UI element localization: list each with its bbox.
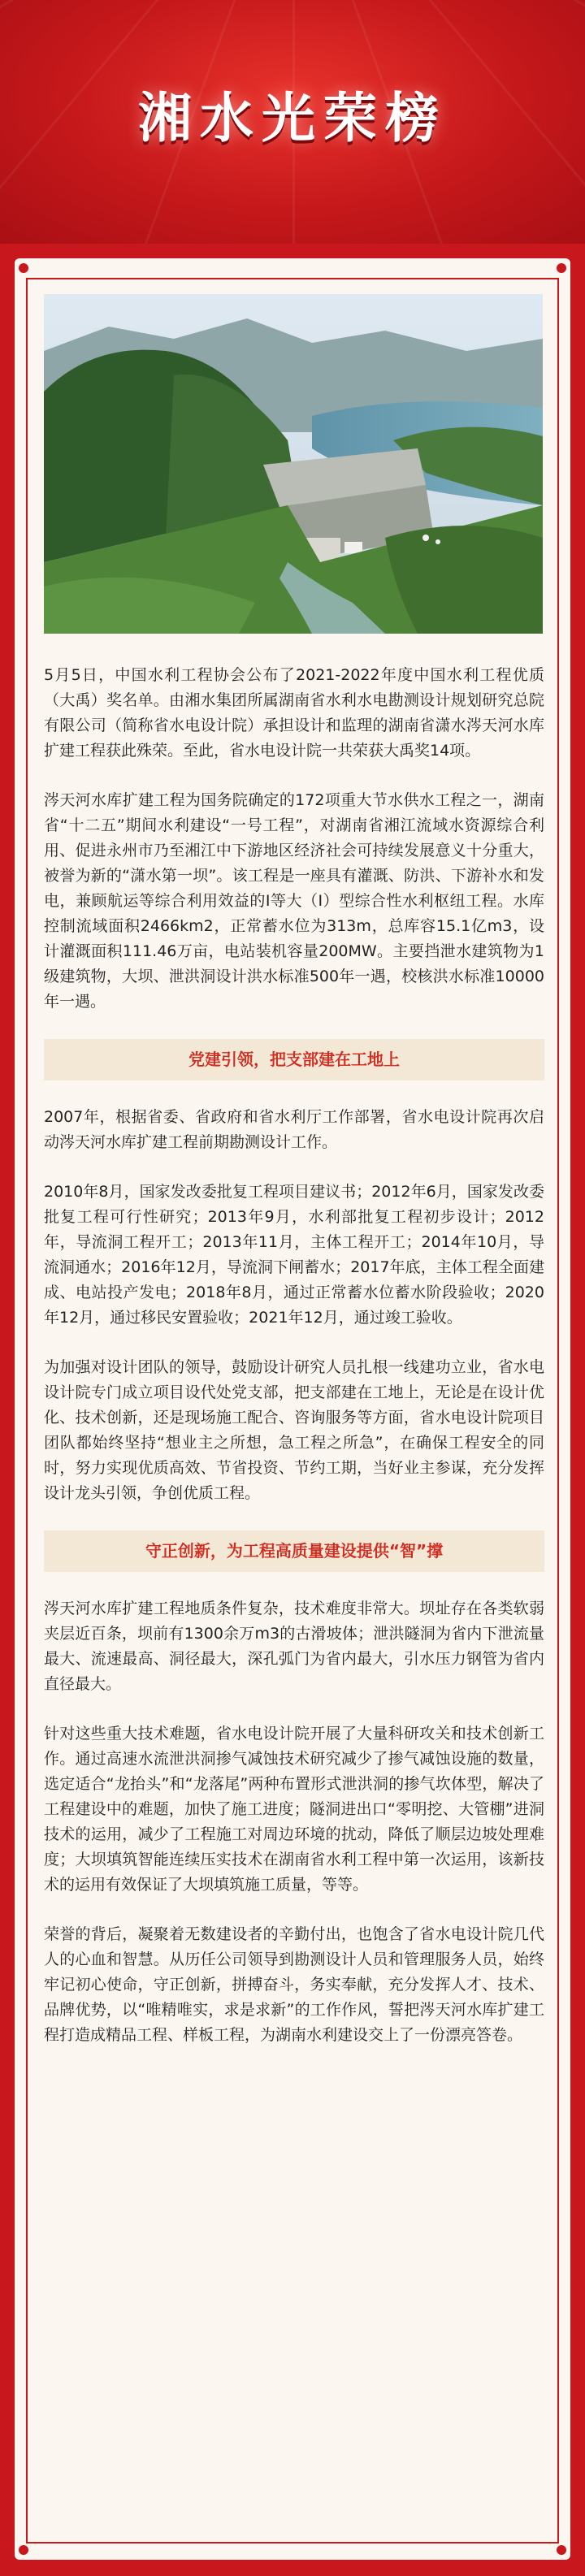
corner-dot-icon (19, 263, 28, 273)
article-card (15, 258, 570, 2560)
corner-dot-icon (19, 2545, 28, 2555)
corner-dot-icon (557, 2545, 566, 2555)
corner-dot-icon (557, 263, 566, 273)
paragraph: 涔天河水库扩建工程地质条件复杂，技术难度非常大。坝址存在各类软弱夹层近百条，坝前有1300余万m3的古滑坡体；泄洪隧洞为省内下泄流量最大、流速最高、洞径最大，深孔弧门为省内最大，引水压力钢管为省内直径最大。 (44, 1600, 544, 1693)
article-body (44, 663, 544, 2072)
paragraph: 2007年，根据省委、省政府和省水利厅工作部署，省水电设计院再次启动涔天河水库扩建工程前期勘测设计工作。 (44, 1108, 544, 1151)
banner-title: 湘水光荣榜 (138, 87, 447, 149)
paragraph: 5月5日，中国水利工程协会公布了2021-2022年度中国水利工程优质（大禹）奖名单。由湘水集团所属湖南省水利水电勘测设计规划研究总院有限公司（简称省水电设计院）承担设计和监理的湖南省潇水涔天河水库扩建工程获此殊荣。至此，省水电设计院一共荣获大禹奖14项。 (44, 666, 544, 760)
paragraph: 涔天河水库扩建工程为国务院确定的172项重大节水供水工程之一，湖南省“十二五”期间水利建设“一号工程”，对湖南省湘江流域水资源综合利用、促进永州市乃至湘江中下游地区经济社会可持续发展意义十分重大，被誉为新的“潇水第一坝”。该工程是一座具有灌溉、防洪、下游补水和发电，兼顾航运等综合利用效益的Ⅰ等大（Ⅰ）型综合性水利枢纽工程。水库控制流域面积2466km2，正常蓄水位为313m，总库容15.1亿m3，设计灌溉面积111.46万亩，电站装机容量200MW。主要挡泄水建筑物为1级建筑物，大坝、泄洪洞设计洪水标准500年一遇，校核洪水标准10000年一遇。 (44, 791, 544, 1011)
section-heading: 守正创新，为工程高质量建设提供“智”撑 (44, 1530, 544, 1572)
article-frame (26, 278, 559, 2544)
header-banner (0, 0, 585, 244)
paragraph: 2010年8月，国家发改委批复工程项目建议书；2012年6月，国家发改委批复工程可行性研究；2013年9月，水利部批复工程初步设计；2012年，导流洞工程开工；2013年11月，主体工程开工；2014年10月，导流洞通水；2016年12月，导流洞下闸蓄水；2017年底，主体工程全面建成、电站投产发电；2018年8月，通过正常蓄水位蓄水阶段验收；2020年12月，通过移民安置验收；2021年12月，通过竣工验收。 (44, 1183, 544, 1327)
paragraph: 针对这些重大技术难题，省水电设计院开展了大量科研攻关和技术创新工作。通过高速水流泄洪洞掺气减蚀技术研究减少了掺气减蚀设施的数量，选定适合“龙抬头”和“龙落尾”两种布置形式泄洪洞的掺气坎体型，解决了工程建设中的难题，加快了施工进度；隧洞进出口“零明挖、大管棚”进洞技术的运用，减少了工程施工对周边环境的扰动，降低了顺层边坡处理难度；大坝填筑智能连续压实技术在湖南省水利工程中第一次运用，该新技术的运用有效保证了大坝填筑施工质量，等等。 (44, 1725, 544, 1894)
paragraph: 为加强对设计团队的领导，鼓励设计研究人员扎根一线建功立业，省水电设计院专门成立项目设代处党支部，把支部建在工地上，无论是在设计优化、技术创新，还是现场施工配合、咨询服务等方面，省水电设计院项目团队都始终坚持“想业主之所想，急工程之所急”，在确保工程安全的同时，努力实现优质高效、节省投资、节约工期，当好业主参谋，充分发挥设计龙头引领，争创优质工程。 (44, 1358, 544, 1502)
dam-reservoir-photo (44, 294, 543, 634)
section-heading: 党建引领，把支部建在工地上 (44, 1039, 544, 1080)
paragraph: 荣誉的背后，凝聚着无数建设者的辛勤付出，也饱含了省水电设计院几代人的心血和智慧。从历任公司领导到勘测设计人员和管理服务人员，始终牢记初心使命，守正创新，拼搏奋斗，务实奉献，充分发挥人才、技术、品牌优势，以“唯精唯实，求是求新”的工作作风，誓把涔天河水库扩建工程打造成精品工程、样板工程，为湖南水利建设交上了一份漂亮答卷。 (44, 1925, 544, 2044)
